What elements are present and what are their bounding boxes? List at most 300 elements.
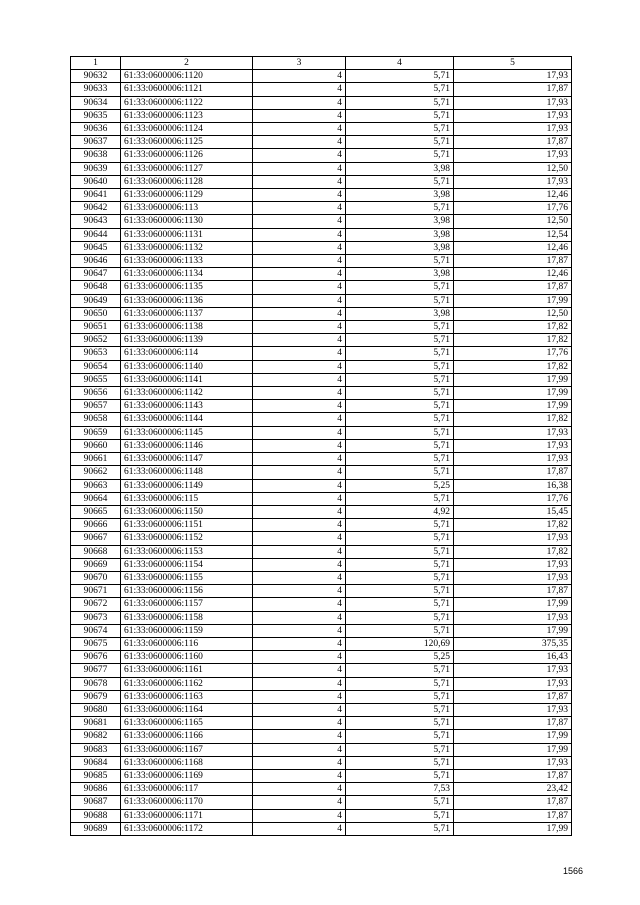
cadastral-number-cell: 61:33:0600006:1139	[121, 334, 253, 347]
column-3-cell: 4	[253, 545, 346, 558]
cadastral-number-cell: 61:33:0600006:1127	[121, 162, 253, 175]
row-number-cell: 90659	[71, 426, 121, 439]
row-number-cell: 90642	[71, 202, 121, 215]
cadastral-number-cell: 61:33:0600006:1123	[121, 109, 253, 122]
column-5-cell: 17,93	[454, 571, 572, 584]
cadastral-number-cell: 61:33:0600006:1157	[121, 598, 253, 611]
column-3-cell: 4	[253, 453, 346, 466]
column-3-cell: 4	[253, 294, 346, 307]
column-3-cell: 4	[253, 651, 346, 664]
column-5-cell: 17,93	[454, 558, 572, 571]
column-4-cell: 5,71	[346, 439, 454, 452]
column-4-cell: 5,71	[346, 387, 454, 400]
column-4-cell: 5,71	[346, 175, 454, 188]
column-3-cell: 4	[253, 677, 346, 690]
column-4-cell: 5,71	[346, 136, 454, 149]
table-row	[71, 294, 572, 307]
table-row	[71, 585, 572, 598]
column-4-cell: 5,71	[346, 677, 454, 690]
cadastral-number-cell: 61:33:0600006:1165	[121, 717, 253, 730]
table-row	[71, 426, 572, 439]
column-3-cell: 4	[253, 228, 346, 241]
cadastral-number-cell: 61:33:0600006:1128	[121, 175, 253, 188]
column-4-cell: 5,71	[346, 822, 454, 835]
cadastral-number-cell: 61:33:0600006:117	[121, 783, 253, 796]
row-number-cell: 90653	[71, 347, 121, 360]
row-number-cell: 90689	[71, 822, 121, 835]
row-number-cell: 90674	[71, 624, 121, 637]
row-number-cell: 90686	[71, 783, 121, 796]
row-number-cell: 90641	[71, 189, 121, 202]
table-row	[71, 822, 572, 835]
cadastral-number-cell: 61:33:0600006:1140	[121, 360, 253, 373]
row-number-cell: 90655	[71, 373, 121, 386]
table-row	[71, 202, 572, 215]
column-3-cell: 4	[253, 347, 346, 360]
column-5-cell: 17,93	[454, 70, 572, 83]
column-5-cell: 12,50	[454, 215, 572, 228]
row-number-cell: 90664	[71, 492, 121, 505]
row-number-cell: 90673	[71, 611, 121, 624]
table-row	[71, 492, 572, 505]
column-4-cell: 5,71	[346, 96, 454, 109]
table-row	[71, 307, 572, 320]
column-4-cell: 3,98	[346, 162, 454, 175]
column-4-cell: 5,71	[346, 202, 454, 215]
row-number-cell: 90668	[71, 545, 121, 558]
column-5-cell: 17,87	[454, 466, 572, 479]
table-row	[71, 796, 572, 809]
column-4-cell: 7,53	[346, 783, 454, 796]
column-5-cell: 17,87	[454, 585, 572, 598]
table-row	[71, 215, 572, 228]
column-4-cell: 5,71	[346, 545, 454, 558]
column-3-cell: 4	[253, 532, 346, 545]
column-4-cell: 5,25	[346, 651, 454, 664]
column-4-cell: 5,71	[346, 123, 454, 136]
row-number-cell: 90657	[71, 400, 121, 413]
cadastral-number-cell: 61:33:0600006:1141	[121, 373, 253, 386]
column-3-cell: 4	[253, 558, 346, 571]
column-3-cell: 4	[253, 439, 346, 452]
column-3-cell: 4	[253, 136, 346, 149]
column-4-cell: 5,71	[346, 466, 454, 479]
cadastral-number-cell: 61:33:0600006:1129	[121, 189, 253, 202]
column-5-cell: 17,87	[454, 255, 572, 268]
cadastral-number-cell: 61:33:0600006:1132	[121, 241, 253, 254]
column-3-cell: 4	[253, 637, 346, 650]
column-5-cell: 17,93	[454, 439, 572, 452]
column-3-cell: 4	[253, 783, 346, 796]
column-5-cell: 17,87	[454, 809, 572, 822]
cadastral-number-cell: 61:33:0600006:1155	[121, 571, 253, 584]
column-5-cell: 17,87	[454, 83, 572, 96]
table-row	[71, 241, 572, 254]
cadastral-number-cell: 61:33:0600006:1159	[121, 624, 253, 637]
column-5-cell: 17,76	[454, 202, 572, 215]
table-row	[71, 756, 572, 769]
column-3-cell: 4	[253, 809, 346, 822]
column-4-cell: 5,71	[346, 360, 454, 373]
column-5-cell: 17,87	[454, 690, 572, 703]
column-3-cell: 4	[253, 624, 346, 637]
column-3-cell: 4	[253, 519, 346, 532]
column-4-cell: 5,71	[346, 571, 454, 584]
column-4-cell: 3,98	[346, 215, 454, 228]
row-number-cell: 90683	[71, 743, 121, 756]
table-row	[71, 730, 572, 743]
column-4-cell: 5,71	[346, 83, 454, 96]
cadastral-number-cell: 61:33:0600006:1163	[121, 690, 253, 703]
column-3-cell: 4	[253, 426, 346, 439]
table-row	[71, 611, 572, 624]
table-row	[71, 109, 572, 122]
column-4-cell: 5,71	[346, 664, 454, 677]
column-3-cell: 4	[253, 70, 346, 83]
row-number-cell: 90687	[71, 796, 121, 809]
column-3-cell: 4	[253, 373, 346, 386]
cadastral-number-cell: 61:33:0600006:1136	[121, 294, 253, 307]
row-number-cell: 90681	[71, 717, 121, 730]
table-row	[71, 624, 572, 637]
table-row	[71, 717, 572, 730]
column-5-cell: 17,99	[454, 730, 572, 743]
column-5-cell: 375,35	[454, 637, 572, 650]
column-5-cell: 17,87	[454, 281, 572, 294]
cadastral-number-cell: 61:33:0600006:1148	[121, 466, 253, 479]
row-number-cell: 90640	[71, 175, 121, 188]
column-4-cell: 5,71	[346, 149, 454, 162]
column-4-cell: 5,71	[346, 717, 454, 730]
column-5-cell: 17,93	[454, 677, 572, 690]
cadastral-number-cell: 61:33:0600006:1122	[121, 96, 253, 109]
cadastral-number-cell: 61:33:0600006:1156	[121, 585, 253, 598]
column-5-cell: 17,93	[454, 664, 572, 677]
table-row	[71, 268, 572, 281]
row-number-cell: 90678	[71, 677, 121, 690]
table-row	[71, 373, 572, 386]
column-4-cell: 5,71	[346, 294, 454, 307]
row-number-cell: 90665	[71, 505, 121, 518]
column-4-cell: 5,71	[346, 585, 454, 598]
column-5-cell: 17,99	[454, 822, 572, 835]
cadastral-number-cell: 61:33:0600006:1158	[121, 611, 253, 624]
column-3-cell: 4	[253, 387, 346, 400]
column-3-cell: 4	[253, 83, 346, 96]
row-number-cell: 90667	[71, 532, 121, 545]
row-number-cell: 90634	[71, 96, 121, 109]
row-number-cell: 90685	[71, 769, 121, 782]
row-number-cell: 90638	[71, 149, 121, 162]
column-4-cell: 5,71	[346, 611, 454, 624]
column-3-cell: 4	[253, 175, 346, 188]
column-3-cell: 4	[253, 334, 346, 347]
row-number-cell: 90647	[71, 268, 121, 281]
column-4-cell: 5,71	[346, 756, 454, 769]
column-5-cell: 17,99	[454, 400, 572, 413]
column-4-cell: 5,71	[346, 730, 454, 743]
row-number-cell: 90632	[71, 70, 121, 83]
column-5-cell: 17,76	[454, 347, 572, 360]
column-5-cell: 15,45	[454, 505, 572, 518]
column-header-2: 2	[121, 57, 253, 70]
column-3-cell: 4	[253, 466, 346, 479]
column-3-cell: 4	[253, 690, 346, 703]
column-4-cell: 5,71	[346, 334, 454, 347]
column-3-cell: 4	[253, 149, 346, 162]
cadastral-number-cell: 61:33:0600006:1167	[121, 743, 253, 756]
table-row	[71, 466, 572, 479]
cadastral-number-cell: 61:33:0600006:1143	[121, 400, 253, 413]
column-3-cell: 4	[253, 585, 346, 598]
column-5-cell: 17,82	[454, 545, 572, 558]
table-row	[71, 413, 572, 426]
cadastral-number-cell: 61:33:0600006:1153	[121, 545, 253, 558]
table-row	[71, 96, 572, 109]
cadastral-number-cell: 61:33:0600006:1150	[121, 505, 253, 518]
column-5-cell: 17,99	[454, 743, 572, 756]
cadastral-number-cell: 61:33:0600006:1160	[121, 651, 253, 664]
column-3-cell: 4	[253, 822, 346, 835]
cadastral-number-cell: 61:33:0600006:1121	[121, 83, 253, 96]
column-4-cell: 5,71	[346, 690, 454, 703]
column-5-cell: 12,54	[454, 228, 572, 241]
column-5-cell: 17,93	[454, 175, 572, 188]
table-row	[71, 505, 572, 518]
cadastral-number-cell: 61:33:0600006:113	[121, 202, 253, 215]
column-3-cell: 4	[253, 109, 346, 122]
table-body	[71, 70, 572, 836]
cadastral-number-cell: 61:33:0600006:115	[121, 492, 253, 505]
table-row	[71, 162, 572, 175]
column-4-cell: 5,71	[346, 796, 454, 809]
column-3-cell: 4	[253, 756, 346, 769]
column-5-cell: 12,50	[454, 162, 572, 175]
row-number-cell: 90660	[71, 439, 121, 452]
cadastral-number-cell: 61:33:0600006:1161	[121, 664, 253, 677]
row-number-cell: 90688	[71, 809, 121, 822]
table-row	[71, 532, 572, 545]
column-3-cell: 4	[253, 241, 346, 254]
column-4-cell: 3,98	[346, 189, 454, 202]
column-4-cell: 5,71	[346, 281, 454, 294]
row-number-cell: 90662	[71, 466, 121, 479]
column-3-cell: 4	[253, 123, 346, 136]
cadastral-number-cell: 61:33:0600006:1120	[121, 70, 253, 83]
column-3-cell: 4	[253, 255, 346, 268]
column-3-cell: 4	[253, 492, 346, 505]
column-5-cell: 17,99	[454, 294, 572, 307]
cadastral-number-cell: 61:33:0600006:1166	[121, 730, 253, 743]
column-3-cell: 4	[253, 202, 346, 215]
row-number-cell: 90644	[71, 228, 121, 241]
column-5-cell: 17,93	[454, 123, 572, 136]
column-3-cell: 4	[253, 717, 346, 730]
column-3-cell: 4	[253, 664, 346, 677]
column-5-cell: 17,99	[454, 387, 572, 400]
table-row	[71, 783, 572, 796]
cadastral-number-cell: 61:33:0600006:1146	[121, 439, 253, 452]
column-5-cell: 17,93	[454, 532, 572, 545]
column-4-cell: 3,98	[346, 241, 454, 254]
row-number-cell: 90679	[71, 690, 121, 703]
column-header-5: 5	[454, 57, 572, 70]
table-row	[71, 149, 572, 162]
row-number-cell: 90658	[71, 413, 121, 426]
column-3-cell: 4	[253, 413, 346, 426]
cadastral-number-cell: 61:33:0600006:1137	[121, 307, 253, 320]
cadastral-number-cell: 61:33:0600006:1142	[121, 387, 253, 400]
column-3-cell: 4	[253, 307, 346, 320]
column-5-cell: 17,99	[454, 373, 572, 386]
table-row	[71, 83, 572, 96]
data-table	[70, 56, 572, 836]
column-5-cell: 12,46	[454, 241, 572, 254]
column-4-cell: 5,71	[346, 492, 454, 505]
column-4-cell: 3,98	[346, 307, 454, 320]
column-4-cell: 4,92	[346, 505, 454, 518]
column-5-cell: 17,93	[454, 703, 572, 716]
column-5-cell: 17,82	[454, 413, 572, 426]
row-number-cell: 90684	[71, 756, 121, 769]
cadastral-number-cell: 61:33:0600006:1134	[121, 268, 253, 281]
column-3-cell: 4	[253, 796, 346, 809]
column-5-cell: 17,82	[454, 334, 572, 347]
cadastral-number-cell: 61:33:0600006:1144	[121, 413, 253, 426]
cadastral-number-cell: 61:33:0600006:1170	[121, 796, 253, 809]
table-row	[71, 664, 572, 677]
column-5-cell: 17,87	[454, 717, 572, 730]
row-number-cell: 90670	[71, 571, 121, 584]
row-number-cell: 90636	[71, 123, 121, 136]
table-row	[71, 439, 572, 452]
column-5-cell: 12,46	[454, 268, 572, 281]
cadastral-number-cell: 61:33:0600006:1171	[121, 809, 253, 822]
table-row	[71, 255, 572, 268]
column-3-cell: 4	[253, 268, 346, 281]
table-row	[71, 123, 572, 136]
column-5-cell: 17,87	[454, 769, 572, 782]
row-number-cell: 90671	[71, 585, 121, 598]
column-5-cell: 17,87	[454, 136, 572, 149]
column-3-cell: 4	[253, 96, 346, 109]
row-number-cell: 90633	[71, 83, 121, 96]
row-number-cell: 90646	[71, 255, 121, 268]
column-4-cell: 5,71	[346, 70, 454, 83]
column-4-cell: 5,71	[346, 769, 454, 782]
row-number-cell: 90637	[71, 136, 121, 149]
row-number-cell: 90650	[71, 307, 121, 320]
column-5-cell: 16,43	[454, 651, 572, 664]
column-4-cell: 5,71	[346, 519, 454, 532]
column-header-1: 1	[71, 57, 121, 70]
column-3-cell: 4	[253, 479, 346, 492]
cadastral-number-cell: 61:33:0600006:1131	[121, 228, 253, 241]
column-4-cell: 5,71	[346, 255, 454, 268]
column-3-cell: 4	[253, 730, 346, 743]
column-4-cell: 5,71	[346, 373, 454, 386]
table-row	[71, 400, 572, 413]
table-row	[71, 690, 572, 703]
column-4-cell: 5,71	[346, 809, 454, 822]
row-number-cell: 90643	[71, 215, 121, 228]
table-row	[71, 334, 572, 347]
column-3-cell: 4	[253, 703, 346, 716]
column-5-cell: 17,93	[454, 149, 572, 162]
row-number-cell: 90680	[71, 703, 121, 716]
column-4-cell: 3,98	[346, 268, 454, 281]
row-number-cell: 90676	[71, 651, 121, 664]
table-row	[71, 479, 572, 492]
column-3-cell: 4	[253, 281, 346, 294]
page-number: 1566	[563, 866, 584, 876]
row-number-cell: 90682	[71, 730, 121, 743]
row-number-cell: 90677	[71, 664, 121, 677]
table-row	[71, 598, 572, 611]
column-5-cell: 17,93	[454, 611, 572, 624]
cadastral-number-cell: 61:33:0600006:1164	[121, 703, 253, 716]
column-3-cell: 4	[253, 360, 346, 373]
cadastral-number-cell: 61:33:0600006:114	[121, 347, 253, 360]
column-3-cell: 4	[253, 321, 346, 334]
column-5-cell: 17,76	[454, 492, 572, 505]
row-number-cell: 90661	[71, 453, 121, 466]
cadastral-number-cell: 61:33:0600006:1154	[121, 558, 253, 571]
column-4-cell: 5,71	[346, 321, 454, 334]
row-number-cell: 90672	[71, 598, 121, 611]
row-number-cell: 90656	[71, 387, 121, 400]
column-4-cell: 5,71	[346, 347, 454, 360]
row-number-cell: 90663	[71, 479, 121, 492]
row-number-cell: 90669	[71, 558, 121, 571]
table-row	[71, 347, 572, 360]
column-3-cell: 4	[253, 505, 346, 518]
table-row	[71, 545, 572, 558]
row-number-cell: 90645	[71, 241, 121, 254]
column-5-cell: 12,50	[454, 307, 572, 320]
column-5-cell: 17,99	[454, 624, 572, 637]
table-row	[71, 360, 572, 373]
row-number-cell: 90649	[71, 294, 121, 307]
table-row	[71, 453, 572, 466]
cadastral-number-cell: 61:33:0600006:1152	[121, 532, 253, 545]
cadastral-number-cell: 61:33:0600006:116	[121, 637, 253, 650]
column-5-cell: 16,38	[454, 479, 572, 492]
row-number-cell: 90648	[71, 281, 121, 294]
column-5-cell: 17,93	[454, 109, 572, 122]
column-4-cell: 5,71	[346, 743, 454, 756]
table-row	[71, 189, 572, 202]
column-4-cell: 120,69	[346, 637, 454, 650]
cadastral-number-cell: 61:33:0600006:1124	[121, 123, 253, 136]
column-4-cell: 3,98	[346, 228, 454, 241]
table-row	[71, 519, 572, 532]
column-3-cell: 4	[253, 189, 346, 202]
table-row	[71, 571, 572, 584]
cadastral-number-cell: 61:33:0600006:1162	[121, 677, 253, 690]
cadastral-number-cell: 61:33:0600006:1126	[121, 149, 253, 162]
table-row	[71, 703, 572, 716]
cadastral-number-cell: 61:33:0600006:1147	[121, 453, 253, 466]
column-4-cell: 5,71	[346, 413, 454, 426]
column-3-cell: 4	[253, 743, 346, 756]
cadastral-number-cell: 61:33:0600006:1169	[121, 769, 253, 782]
table-row	[71, 175, 572, 188]
cadastral-number-cell: 61:33:0600006:1168	[121, 756, 253, 769]
column-4-cell: 5,71	[346, 532, 454, 545]
column-5-cell: 17,87	[454, 796, 572, 809]
column-5-cell: 12,46	[454, 189, 572, 202]
